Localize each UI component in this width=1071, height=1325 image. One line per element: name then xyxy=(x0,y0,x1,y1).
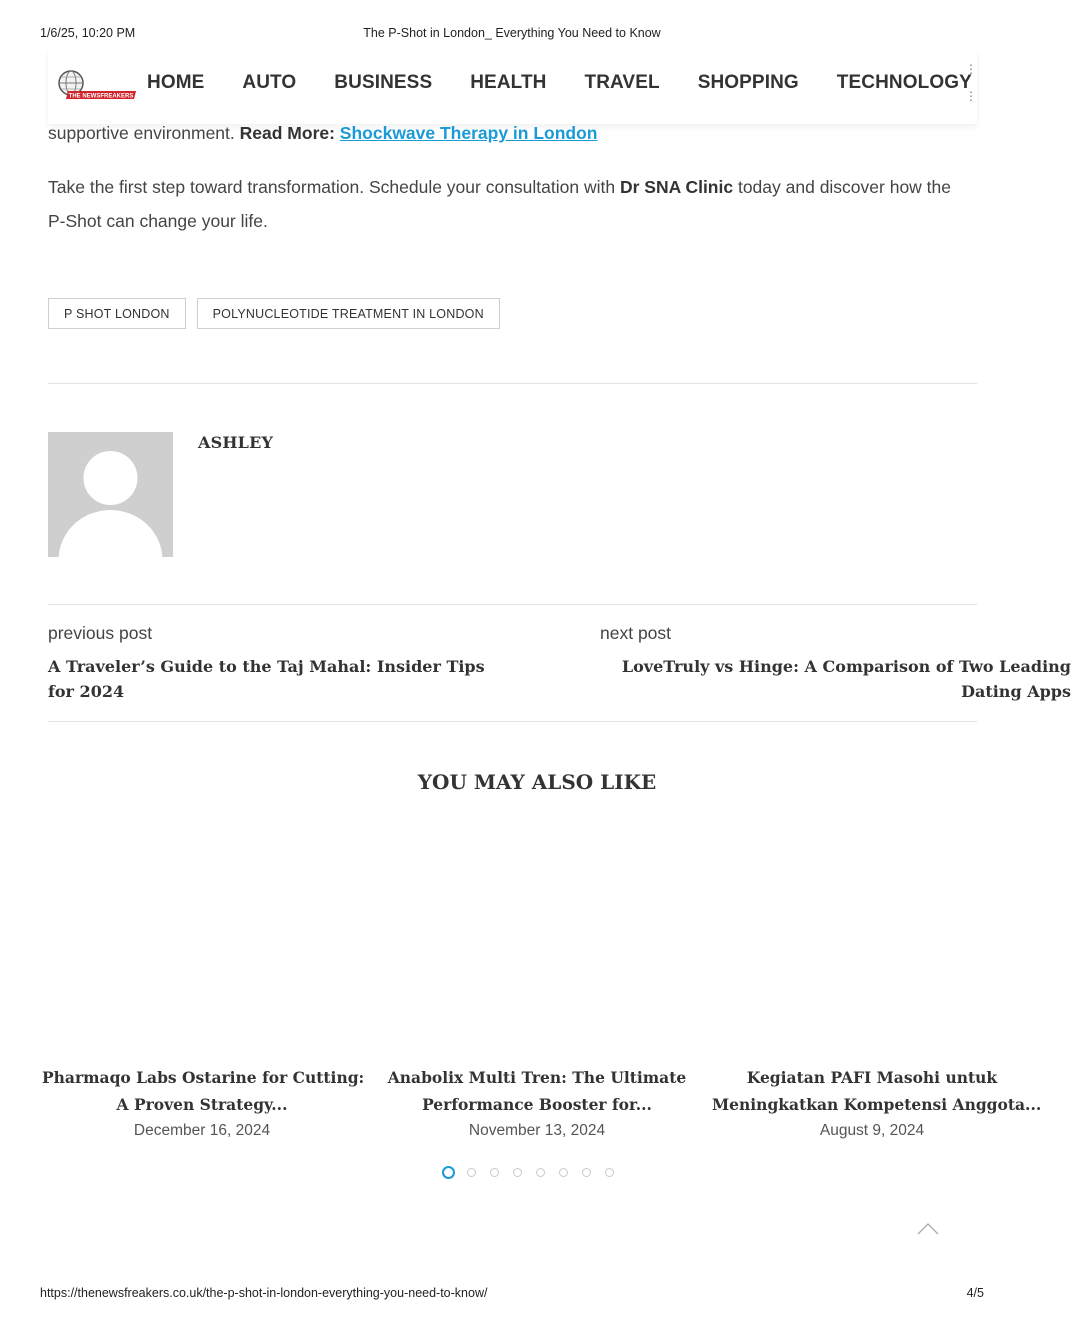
related-posts-title: YOU MAY ALSO LIKE xyxy=(417,770,657,794)
post-tags xyxy=(48,298,511,329)
related-post-title[interactable]: Meningkatkan Kompetensi Anggota... xyxy=(712,1094,1042,1114)
related-post-card[interactable] xyxy=(377,1065,697,1140)
paragraph-text: today and discover how the xyxy=(733,177,952,197)
carousel-dot[interactable] xyxy=(605,1168,614,1177)
related-post-date: August 9, 2024 xyxy=(819,1122,925,1139)
main-nav xyxy=(147,72,1010,94)
related-post-title[interactable]: Pharmaqo Labs Ostarine for Cutting: xyxy=(42,1068,365,1087)
nav-business[interactable]: BUSINESS xyxy=(334,72,433,93)
carousel-dot[interactable] xyxy=(490,1168,499,1177)
nav-shopping[interactable]: SHOPPING xyxy=(697,72,799,93)
paragraph-read-more xyxy=(48,116,977,150)
related-post-card[interactable] xyxy=(712,1065,1042,1140)
next-post-link[interactable]: LoveTruly vs Hinge: A Comparison of Two Leading Dating Apps xyxy=(621,657,1071,701)
nav-health[interactable]: HEALTH xyxy=(470,72,547,93)
tag-link[interactable]: POLYNUCLEOTIDE TREATMENT IN LONDON xyxy=(197,298,500,329)
site-header xyxy=(48,48,977,124)
related-post-title[interactable]: Anabolix Multi Tren: The Ultimate xyxy=(387,1068,687,1087)
shockwave-therapy-link[interactable]: Shockwave Therapy in London xyxy=(339,123,598,143)
print-date: 1/6/25, 10:20 PM xyxy=(40,26,136,40)
related-post-date: December 16, 2024 xyxy=(133,1122,271,1139)
previous-post-label: previous post xyxy=(48,623,153,643)
logo-text: THE NEWSFREAKERS xyxy=(68,93,134,100)
nav-home[interactable]: HOME xyxy=(147,72,205,93)
print-title: The P-Shot in London_ Everything You Need to Know xyxy=(363,26,661,40)
divider xyxy=(48,721,977,722)
related-post-date: November 13, 2024 xyxy=(468,1122,606,1139)
carousel-dot[interactable] xyxy=(442,1166,455,1179)
related-posts-carousel xyxy=(42,1065,1042,1150)
print-page-number: 4/5 xyxy=(966,1286,984,1300)
related-post-title[interactable]: Performance Booster for... xyxy=(422,1094,652,1114)
carousel-pagination xyxy=(442,1166,628,1179)
paragraph-text: supportive environment. xyxy=(48,123,240,143)
back-to-top-icon[interactable] xyxy=(916,1219,940,1239)
globe-logo-icon xyxy=(56,68,136,102)
clinic-name: Dr SNA Clinic xyxy=(619,177,734,197)
paragraph-text: Take the first step toward transformation. Schedule your consultation with xyxy=(48,177,620,197)
more-menu-icon[interactable]: ⋮ ⋮ xyxy=(965,62,977,103)
author-avatar[interactable] xyxy=(48,432,173,557)
divider xyxy=(48,383,977,384)
author-name[interactable]: ASHLEY xyxy=(198,433,274,452)
site-logo[interactable] xyxy=(56,68,136,102)
related-post-title[interactable]: Kegiatan PAFI Masohi untuk xyxy=(746,1068,998,1087)
next-post-label: next post xyxy=(600,623,672,643)
carousel-dot[interactable] xyxy=(582,1168,591,1177)
tag-link[interactable]: P SHOT LONDON xyxy=(48,298,186,329)
related-post-title[interactable]: A Proven Strategy... xyxy=(116,1094,288,1114)
next-post xyxy=(540,600,1071,710)
nav-travel[interactable]: TRAVEL xyxy=(584,72,660,93)
carousel-dot[interactable] xyxy=(559,1168,568,1177)
article-closing xyxy=(48,170,977,238)
carousel-dot[interactable] xyxy=(467,1168,476,1177)
related-post-card[interactable] xyxy=(42,1065,365,1140)
read-more-label: Read More: xyxy=(239,123,340,143)
article-body xyxy=(48,116,977,150)
paragraph-consultation xyxy=(48,170,977,204)
nav-auto[interactable]: AUTO xyxy=(242,72,297,93)
carousel-dot[interactable] xyxy=(513,1168,522,1177)
print-url: https://thenewsfreakers.co.uk/the-p-shot-in-london-everything-you-need-to-know/ xyxy=(40,1286,488,1300)
nav-technology[interactable]: TECHNOLOGY xyxy=(836,72,972,93)
paragraph-closing: P-Shot can change your life. xyxy=(48,211,268,231)
previous-post-link[interactable]: A Traveler’s Guide to the Taj Mahal: Insider Tips for 2024 xyxy=(48,657,485,701)
carousel-dot[interactable] xyxy=(536,1168,545,1177)
user-placeholder-icon xyxy=(48,432,173,557)
